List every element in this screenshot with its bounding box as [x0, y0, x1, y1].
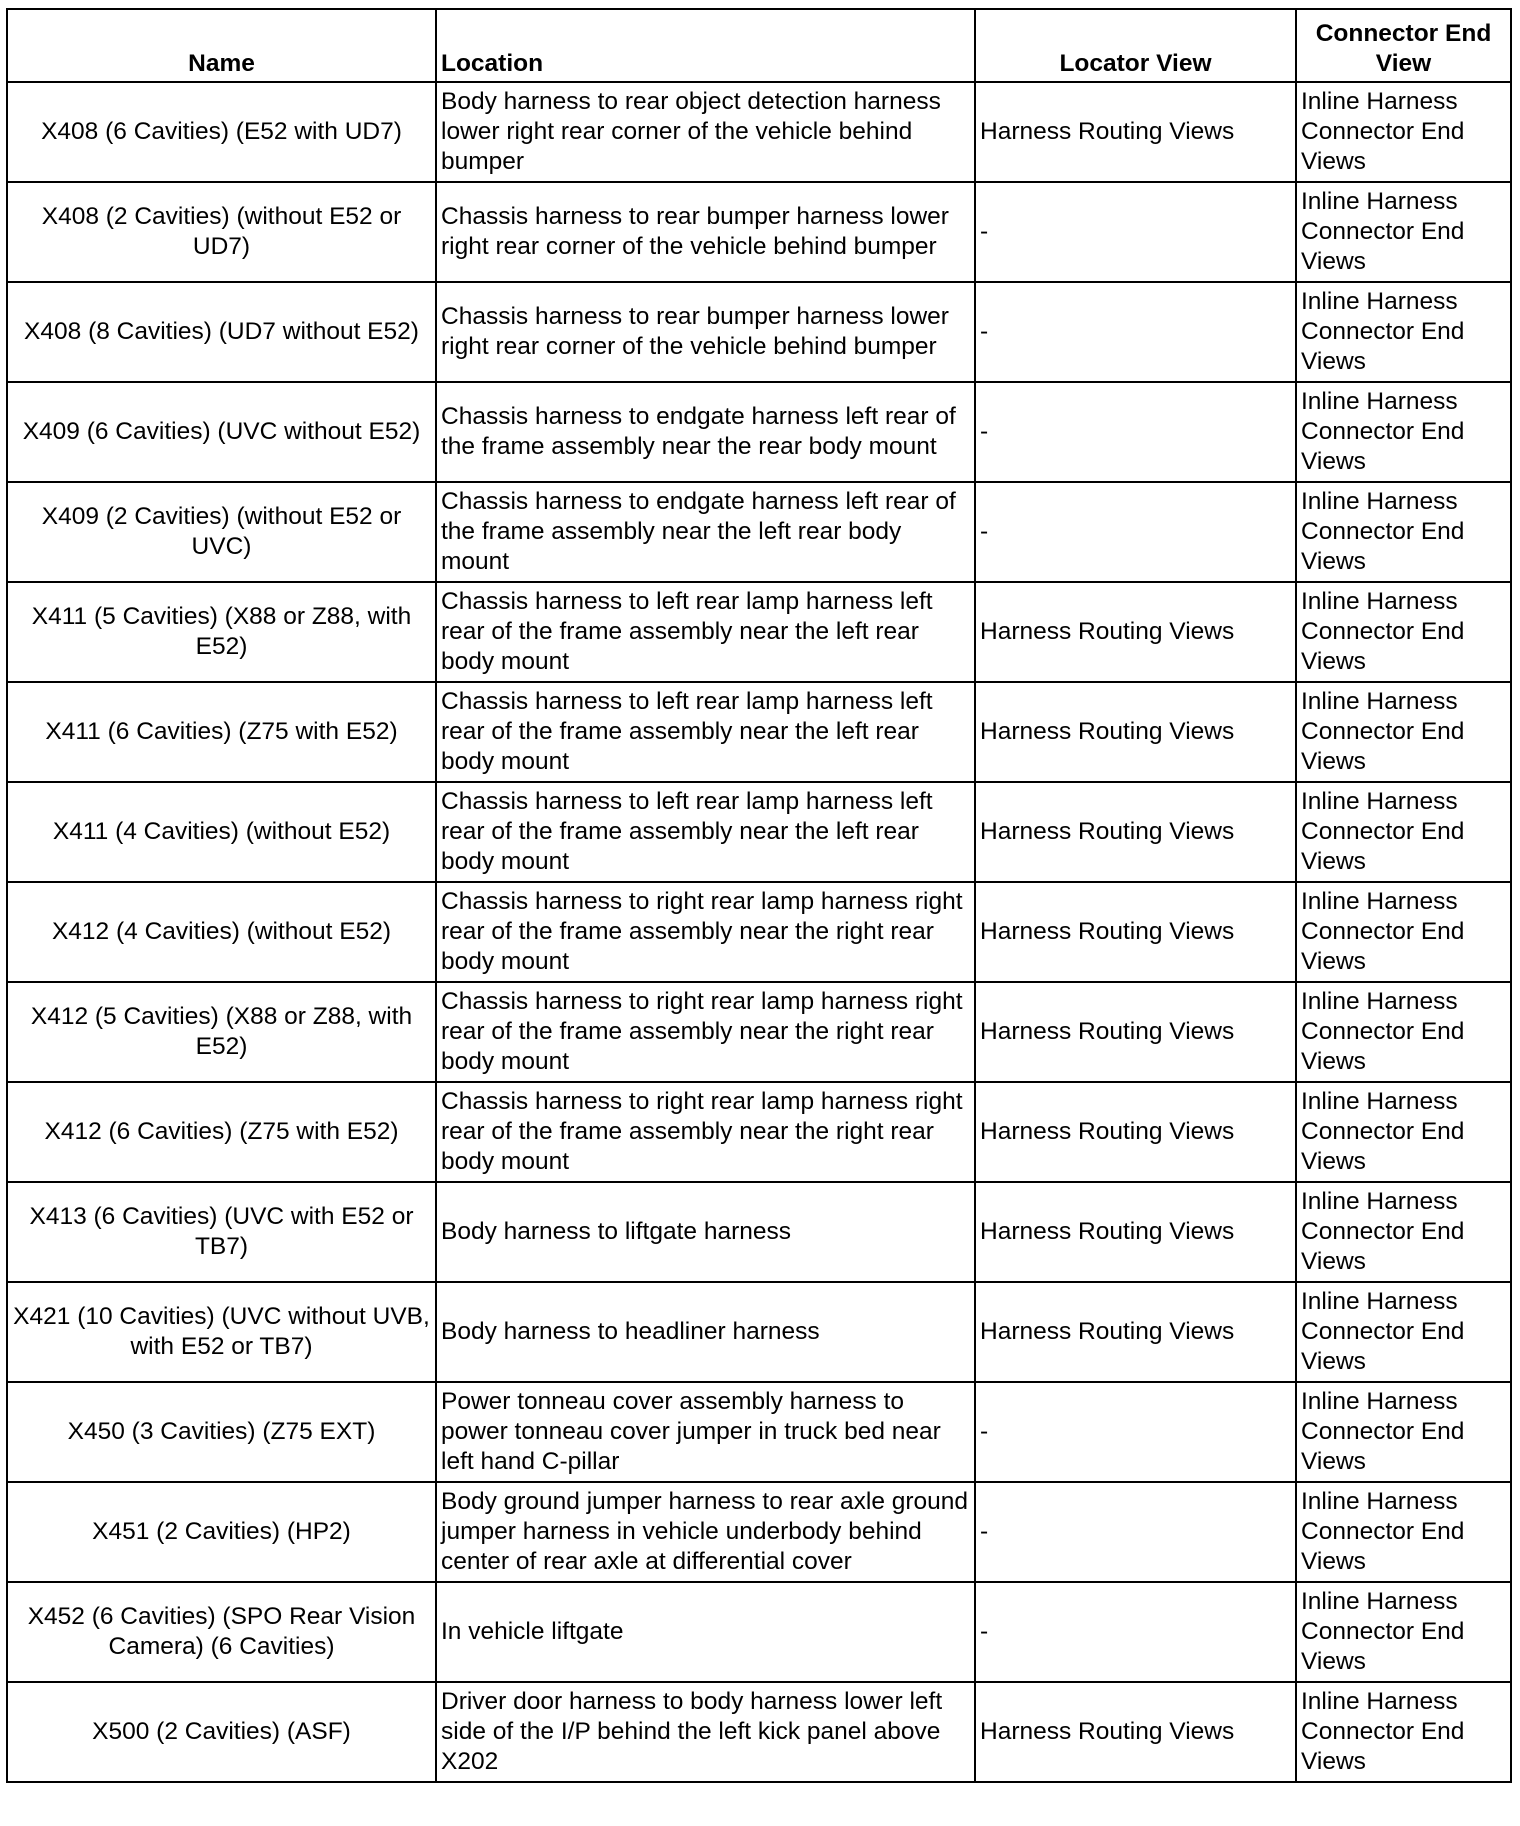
cell-connector-end-view: Inline Harness Connector End Views	[1296, 782, 1511, 882]
table-row	[7, 1082, 1511, 1182]
table-row	[7, 1382, 1511, 1482]
cell-name: X411 (4 Cavities) (without E52)	[7, 782, 436, 882]
cell-connector-end-view: Inline Harness Connector End Views	[1296, 882, 1511, 982]
table-row	[7, 282, 1511, 382]
cell-location: In vehicle liftgate	[436, 1582, 975, 1682]
cell-locator-view: Harness Routing Views	[975, 1282, 1296, 1382]
table-row	[7, 982, 1511, 1082]
cell-location: Chassis harness to right rear lamp harness right rear of the frame assembly near the right rear body mount	[436, 982, 975, 1082]
cell-connector-end-view: Inline Harness Connector End Views	[1296, 682, 1511, 782]
cell-connector-end-view: Inline Harness Connector End Views	[1296, 1582, 1511, 1682]
cell-name: X413 (6 Cavities) (UVC with E52 or TB7)	[7, 1182, 436, 1282]
cell-name: X409 (2 Cavities) (without E52 or UVC)	[7, 482, 436, 582]
cell-locator-view: -	[975, 182, 1296, 282]
cell-locator-view: Harness Routing Views	[975, 1682, 1296, 1782]
cell-name: X412 (5 Cavities) (X88 or Z88, with E52)	[7, 982, 436, 1082]
cell-locator-view: Harness Routing Views	[975, 782, 1296, 882]
cell-connector-end-view: Inline Harness Connector End Views	[1296, 82, 1511, 182]
cell-locator-view: Harness Routing Views	[975, 982, 1296, 1082]
cell-connector-end-view: Inline Harness Connector End Views	[1296, 582, 1511, 682]
table-row	[7, 682, 1511, 782]
cell-name: X411 (6 Cavities) (Z75 with E52)	[7, 682, 436, 782]
cell-connector-end-view: Inline Harness Connector End Views	[1296, 1382, 1511, 1482]
cell-connector-end-view: Inline Harness Connector End Views	[1296, 1082, 1511, 1182]
cell-name: X409 (6 Cavities) (UVC without E52)	[7, 382, 436, 482]
cell-locator-view: -	[975, 382, 1296, 482]
cell-name: X421 (10 Cavities) (UVC without UVB, with E52 or TB7)	[7, 1282, 436, 1382]
cell-location: Chassis harness to endgate harness left rear of the frame assembly near the rear body mount	[436, 382, 975, 482]
cell-locator-view: -	[975, 282, 1296, 382]
cell-location: Chassis harness to right rear lamp harness right rear of the frame assembly near the right rear body mount	[436, 882, 975, 982]
table-row	[7, 782, 1511, 882]
table-header	[7, 9, 1511, 82]
cell-location: Body harness to liftgate harness	[436, 1182, 975, 1282]
table-row	[7, 1182, 1511, 1282]
cell-location: Body harness to rear object detection harness lower right rear corner of the vehicle behind bumper	[436, 82, 975, 182]
cell-name: X452 (6 Cavities) (SPO Rear Vision Camera) (6 Cavities)	[7, 1582, 436, 1682]
header-connector-end-view: Connector End View	[1296, 9, 1511, 82]
cell-name: X412 (6 Cavities) (Z75 with E52)	[7, 1082, 436, 1182]
cell-name: X411 (5 Cavities) (X88 or Z88, with E52)	[7, 582, 436, 682]
connector-table	[6, 8, 1512, 1783]
cell-name: X412 (4 Cavities) (without E52)	[7, 882, 436, 982]
cell-location: Chassis harness to left rear lamp harness left rear of the frame assembly near the left rear body mount	[436, 582, 975, 682]
cell-name: X408 (2 Cavities) (without E52 or UD7)	[7, 182, 436, 282]
cell-location: Body ground jumper harness to rear axle ground jumper harness in vehicle underbody behind center of rear axle at differential cover	[436, 1482, 975, 1582]
table-row	[7, 1682, 1511, 1782]
table-row	[7, 382, 1511, 482]
cell-connector-end-view: Inline Harness Connector End Views	[1296, 1682, 1511, 1782]
cell-name: X451 (2 Cavities) (HP2)	[7, 1482, 436, 1582]
cell-locator-view: Harness Routing Views	[975, 1082, 1296, 1182]
cell-connector-end-view: Inline Harness Connector End Views	[1296, 1482, 1511, 1582]
cell-name: X500 (2 Cavities) (ASF)	[7, 1682, 436, 1782]
table-body	[7, 82, 1511, 1782]
cell-name: X408 (6 Cavities) (E52 with UD7)	[7, 82, 436, 182]
cell-locator-view: Harness Routing Views	[975, 82, 1296, 182]
header-locator-view: Locator View	[975, 9, 1296, 82]
cell-connector-end-view: Inline Harness Connector End Views	[1296, 1182, 1511, 1282]
cell-name: X450 (3 Cavities) (Z75 EXT)	[7, 1382, 436, 1482]
table-row	[7, 1482, 1511, 1582]
table-row	[7, 182, 1511, 282]
cell-connector-end-view: Inline Harness Connector End Views	[1296, 382, 1511, 482]
cell-location: Chassis harness to left rear lamp harness left rear of the frame assembly near the left rear body mount	[436, 682, 975, 782]
cell-location: Power tonneau cover assembly harness to power tonneau cover jumper in truck bed near left hand C-pillar	[436, 1382, 975, 1482]
table-row	[7, 1582, 1511, 1682]
table-row	[7, 582, 1511, 682]
header-row	[7, 9, 1511, 82]
cell-locator-view: -	[975, 1482, 1296, 1582]
cell-location: Chassis harness to left rear lamp harness left rear of the frame assembly near the left rear body mount	[436, 782, 975, 882]
cell-location: Chassis harness to rear bumper harness lower right rear corner of the vehicle behind bumper	[436, 182, 975, 282]
cell-locator-view: Harness Routing Views	[975, 1182, 1296, 1282]
cell-location: Chassis harness to rear bumper harness lower right rear corner of the vehicle behind bumper	[436, 282, 975, 382]
header-name: Name	[7, 9, 436, 82]
cell-name: X408 (8 Cavities) (UD7 without E52)	[7, 282, 436, 382]
cell-location: Driver door harness to body harness lower left side of the I/P behind the left kick panel above X202	[436, 1682, 975, 1782]
cell-connector-end-view: Inline Harness Connector End Views	[1296, 182, 1511, 282]
cell-locator-view: Harness Routing Views	[975, 682, 1296, 782]
cell-locator-view: -	[975, 482, 1296, 582]
table-row	[7, 1282, 1511, 1382]
table-row	[7, 82, 1511, 182]
header-location: Location	[436, 9, 975, 82]
cell-location: Chassis harness to endgate harness left rear of the frame assembly near the left rear body mount	[436, 482, 975, 582]
cell-connector-end-view: Inline Harness Connector End Views	[1296, 482, 1511, 582]
table-row	[7, 882, 1511, 982]
cell-locator-view: -	[975, 1582, 1296, 1682]
cell-locator-view: -	[975, 1382, 1296, 1482]
cell-location: Chassis harness to right rear lamp harness right rear of the frame assembly near the right rear body mount	[436, 1082, 975, 1182]
table-row	[7, 482, 1511, 582]
cell-locator-view: Harness Routing Views	[975, 582, 1296, 682]
cell-location: Body harness to headliner harness	[436, 1282, 975, 1382]
cell-connector-end-view: Inline Harness Connector End Views	[1296, 282, 1511, 382]
cell-connector-end-view: Inline Harness Connector End Views	[1296, 982, 1511, 1082]
cell-connector-end-view: Inline Harness Connector End Views	[1296, 1282, 1511, 1382]
cell-locator-view: Harness Routing Views	[975, 882, 1296, 982]
